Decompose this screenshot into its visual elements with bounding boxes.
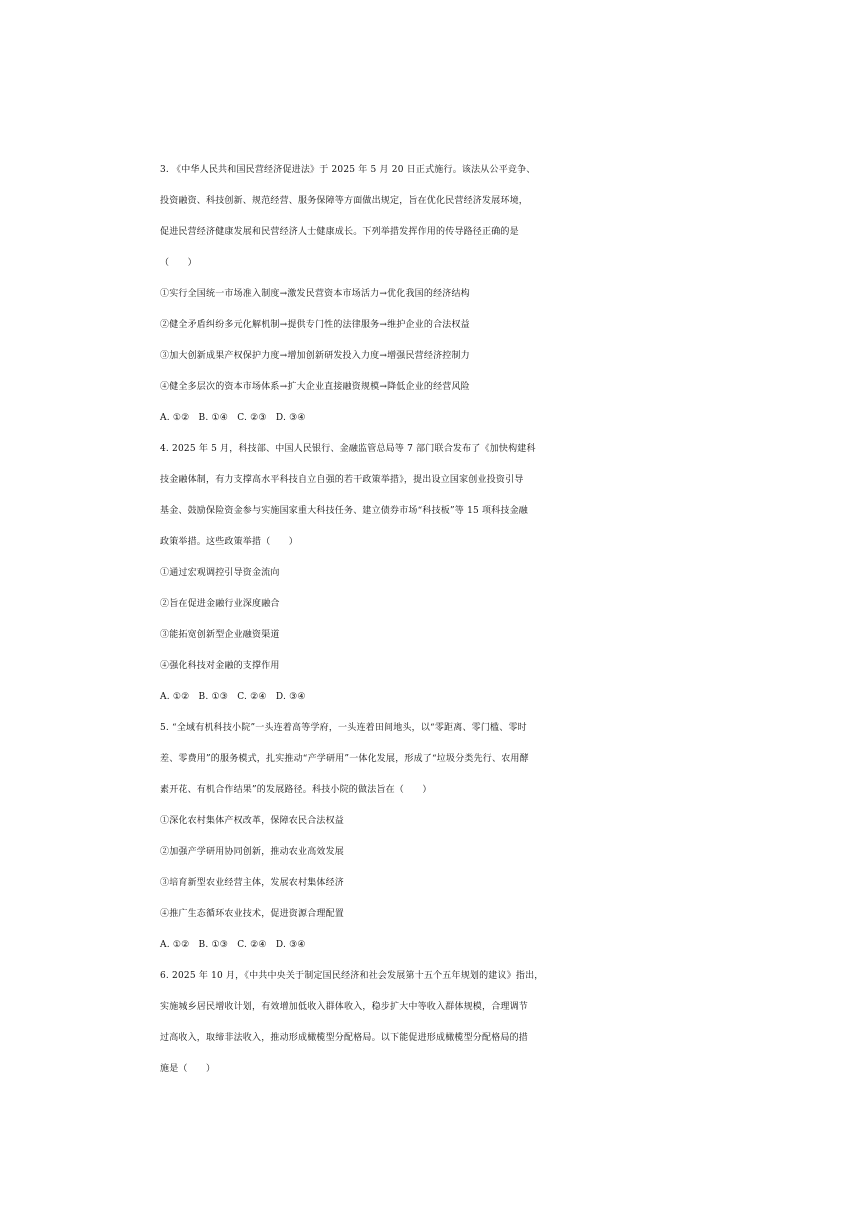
question-3-option-4: ④健全多层次的资本市场体系→扩大企业直接融资规模→降低企业的经营风险 [160,382,470,392]
question-5-option-4: ④推广生态循环农业技术，促进资源合理配置 [160,909,345,919]
question-3-stem-line-1: 3. 《中华人民共和国民营经济促进法》于 2025 年 5 月 20 日正式施行。该法从公平竞争、 [160,165,536,175]
question-4-stem-line-2: 技金融体制，有力支撑高水平科技自立自强的若干政策举措》，提出设立国家创业投资引导 [160,475,524,485]
question-4-answer-choices: A. ①② B. ①③ C. ②④ D. ③④ [160,692,306,702]
question-6-stem-line-1: 6. 2025 年 10 月，《中共中央关于制定国民经济和社会发展第十五个五年规划的建议》指出， [160,971,544,981]
question-4-option-1: ①通过宏观调控引导资金流向 [160,568,280,578]
question-4-stem-line-1: 4. 2025 年 5 月，科技部、中国人民银行、金融监管总局等 7 部门联合发布了《加快构建科 [160,444,536,454]
question-3-option-1: ①实行全国统一市场准入制度→激发民营资本市场活力→优化我国的经济结构 [160,289,470,299]
question-6-stem-line-2: 实施城乡居民增收计划，有效增加低收入群体收入，稳步扩大中等收入群体规模，合理调节 [160,1002,529,1012]
question-3-answer-choices: A. ①② B. ①④ C. ②③ D. ③④ [160,413,306,423]
question-5-stem-line-3: 素开花、有机合作结果”的发展路径。科技小院的做法旨在（ ） [160,785,432,795]
question-3-stem-line-3: 促进民营经济健康发展和民营经济人士健康成长。下列举措发挥作用的传导路径正确的是 [160,227,519,237]
question-5-answer-choices: A. ①② B. ①③ C. ②④ D. ③④ [160,940,306,950]
question-5-stem-line-2: 差、零费用”的服务模式，扎实推动“产学研用”一体化发展，形成了“垃圾分类先行、农用酵 [160,754,529,764]
question-3-stem-line-4: （ ） [160,258,197,268]
question-5-option-2: ②加强产学研用协同创新，推动农业高效发展 [160,847,345,857]
question-4-option-3: ③能拓宽创新型企业融资渠道 [160,630,280,640]
question-6-stem-line-3: 过高收入，取缔非法收入，推动形成橄榄型分配格局。以下能促进形成橄榄型分配格局的措 [160,1033,529,1043]
question-5-stem-line-1: 5. “全域有机科技小院”一头连着高等学府，一头连着田间地头，以“零距离、零门槛、零时 [160,723,527,733]
question-4-stem-line-3: 基金、鼓励保险资金参与实施国家重大科技任务、建立债券市场“科技板”等 15 项科技金融 [160,506,528,516]
question-3-option-2: ②健全矛盾纠纷多元化解机制→提供专门性的法律服务→维护企业的合法权益 [160,320,470,330]
question-5-option-1: ①深化农村集体产权改革，保障农民合法权益 [160,816,345,826]
question-3-option-3: ③加大创新成果产权保护力度→增加创新研发投入力度→增强民营经济控制力 [160,351,470,361]
question-6-stem-line-4: 施是（ ） [160,1064,216,1074]
question-3-stem-line-2: 投资融资、科技创新、规范经营、服务保障等方面做出规定，旨在优化民营经济发展环境， [160,196,529,206]
question-4-option-4: ④强化科技对金融的支撑作用 [160,661,280,671]
question-4-stem-line-4: 政策举措。这些政策举措（ ） [160,537,299,547]
question-4-option-2: ②旨在促进金融行业深度融合 [160,599,280,609]
question-5-option-3: ③培育新型农业经营主体，发展农村集体经济 [160,878,345,888]
